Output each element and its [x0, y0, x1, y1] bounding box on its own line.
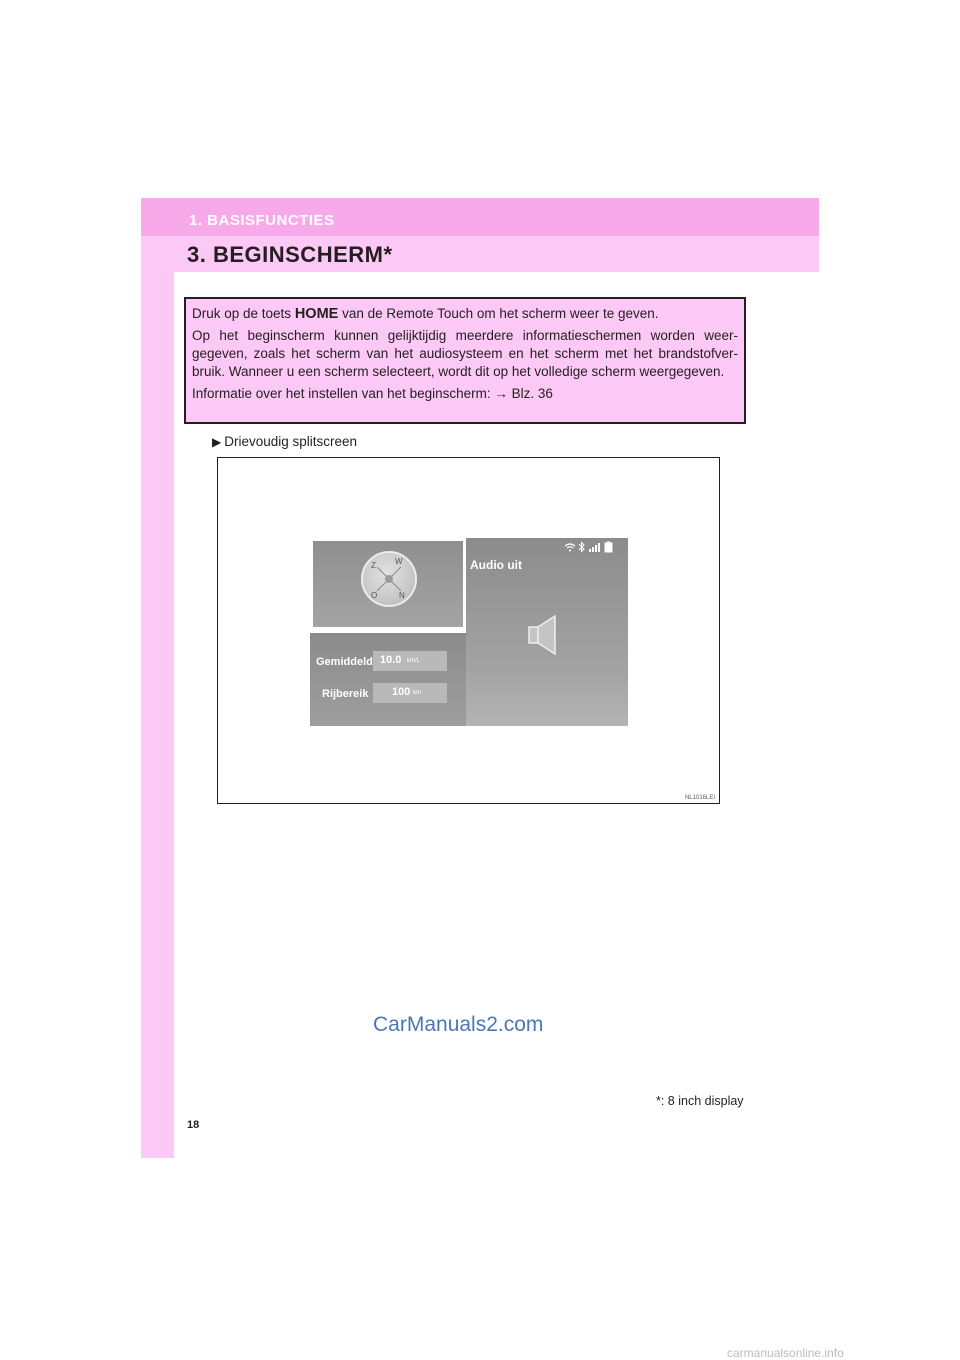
home-key-label: HOME [294, 306, 339, 322]
page-reference: Blz. 36 [507, 386, 553, 401]
signal-icon [589, 543, 600, 552]
compass-o: O [371, 591, 378, 600]
page-header [141, 198, 819, 272]
speaker-icon [528, 614, 560, 656]
split-screen-display [310, 538, 628, 726]
bluetooth-icon [579, 543, 584, 552]
info-line-1: Druk op de toets HOME van de Remote Touch om het scherm weer te geven. [192, 306, 659, 322]
triangle-bullet-icon: ▶ [212, 435, 222, 449]
range-value-box [373, 683, 447, 703]
range-value: 100 [392, 686, 411, 698]
page-number: 18 [187, 1119, 200, 1131]
arrow-icon: → [494, 386, 508, 401]
fuel-pane [310, 633, 466, 726]
average-value: 10.0 [380, 654, 402, 666]
compass-w: W [395, 557, 403, 566]
chapter-title: 3. BEGINSCHERM* [187, 242, 393, 267]
battery-icon [605, 542, 612, 553]
watermark-primary: CarManuals2.com [373, 1013, 544, 1036]
side-color-band [141, 198, 174, 1158]
figure-caption [212, 434, 357, 449]
wifi-icon [565, 544, 575, 552]
header-top-band [141, 198, 819, 236]
info-line-3: Informatie over het instellen van het beginscherm: → Blz. 36 [192, 386, 553, 401]
compass-z: Z [371, 561, 376, 570]
figure-code: NL1016LEI [684, 795, 715, 801]
average-unit: km/L [407, 658, 421, 664]
status-icons [564, 541, 620, 555]
audio-pane [466, 538, 628, 726]
footnote: *: 8 inch display [656, 1094, 744, 1108]
average-value-box [373, 651, 447, 671]
screen-figure [217, 457, 720, 804]
info-paragraph-2: Op het beginscherm kunnen gelijktijdig meerdere informatieschermen worden weer-gegeven, zoals het scherm van het audiosysteem en het scherm met het brandstofver-bruik. Wanneer u een scherm selecteert, wordt dit op het volledige scherm weergegeven. [192, 328, 738, 379]
caption-text: Drievoudig splitscreen [224, 434, 358, 449]
watermark-secondary: carmanualsonline.info [727, 1346, 844, 1360]
compass-n: N [399, 591, 405, 600]
compass-pane [310, 538, 466, 630]
audio-title: Audio uit [470, 558, 522, 572]
compass-icon [361, 551, 417, 607]
info-box [184, 297, 746, 424]
range-unit: km [413, 690, 421, 696]
average-label: Gemiddeld [316, 656, 373, 668]
range-label: Rijbereik [322, 688, 369, 700]
section-label: 1. BASISFUNCTIES [189, 212, 335, 229]
